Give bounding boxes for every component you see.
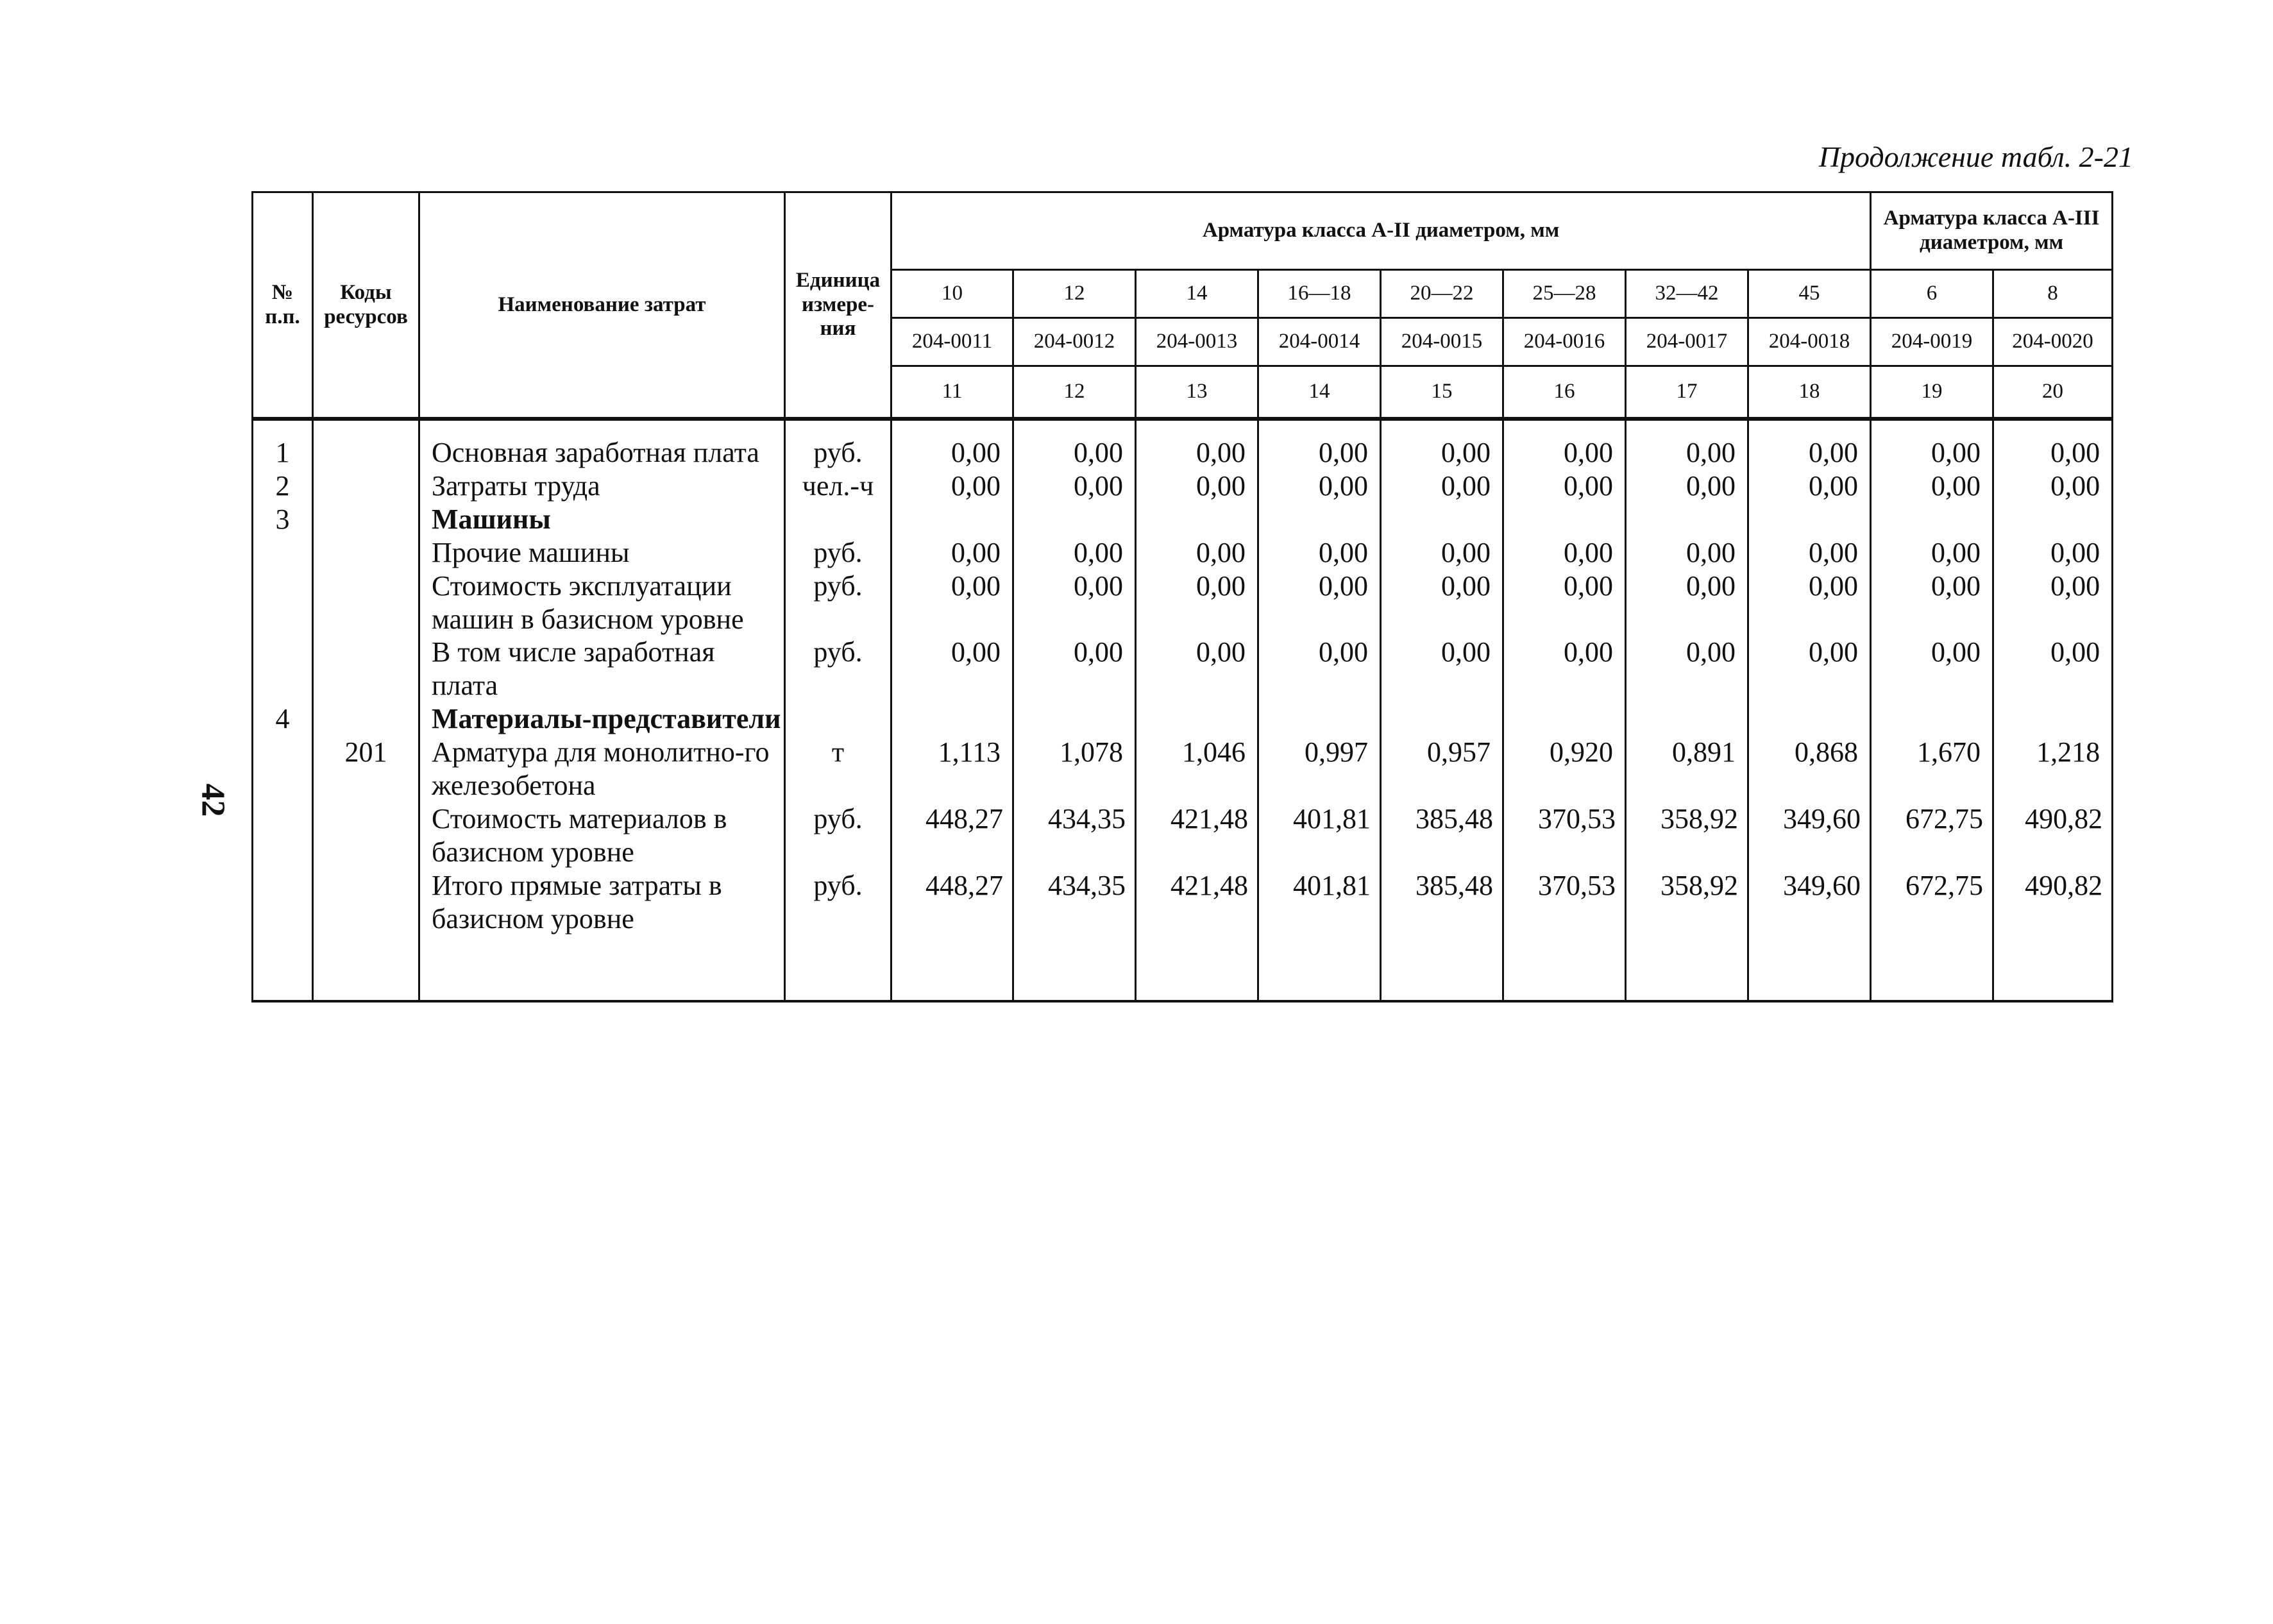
- value-cell: 0,00: [1626, 419, 1748, 469]
- header-diameter: 16—18: [1258, 270, 1381, 318]
- value-cell: 0,00: [1381, 419, 1503, 469]
- value-cell: [1503, 702, 1626, 736]
- cost-name: Итого прямые затраты в базисном уровне: [419, 869, 785, 936]
- value-cell: 0,00: [1993, 419, 2113, 469]
- value-cell: 0,00: [1871, 570, 1993, 636]
- row-number: [253, 536, 313, 570]
- value-cell: 0,868: [1748, 736, 1871, 802]
- value-cell: 0,00: [891, 469, 1013, 503]
- cost-name: Стоимость эксплуатации машин в базисном уровне: [419, 570, 785, 636]
- value-cell: [1626, 503, 1748, 536]
- value-cell: 0,00: [1013, 469, 1136, 503]
- unit: руб.: [785, 636, 891, 702]
- resource-code: [313, 702, 419, 736]
- unit: руб.: [785, 802, 891, 869]
- value-cell: [1381, 503, 1503, 536]
- value-cell: [1136, 503, 1258, 536]
- value-cell: 0,00: [891, 419, 1013, 469]
- value-cell: 0,00: [1013, 636, 1136, 702]
- value-cell: 385,48: [1381, 869, 1503, 936]
- header-column-number: 19: [1871, 366, 1993, 419]
- value-cell: 0,00: [1871, 636, 1993, 702]
- resource-code: [313, 503, 419, 536]
- value-cell: 0,00: [1258, 570, 1381, 636]
- header-resource-code: 204-0019: [1871, 318, 1993, 366]
- table-row: [253, 636, 2113, 702]
- value-cell: 370,53: [1503, 869, 1626, 936]
- row-number: [253, 636, 313, 702]
- value-cell: 448,27: [891, 802, 1013, 869]
- value-cell: 0,891: [1626, 736, 1748, 802]
- value-cell: 0,00: [1258, 636, 1381, 702]
- value-cell: 1,670: [1871, 736, 1993, 802]
- header-diameter: 12: [1013, 270, 1136, 318]
- value-cell: 0,00: [1748, 469, 1871, 503]
- row-number: [253, 570, 313, 636]
- value-cell: 0,00: [1381, 570, 1503, 636]
- header-code: Коды ресурсов: [313, 192, 419, 419]
- header-group-a3: Арматура класса А-III диаметром, мм: [1871, 192, 2113, 270]
- value-cell: 0,00: [1993, 469, 2113, 503]
- header-column-number: 16: [1503, 366, 1626, 419]
- header-diameter: 8: [1993, 270, 2113, 318]
- table-row: [253, 536, 2113, 570]
- header-resource-code: 204-0017: [1626, 318, 1748, 366]
- header-column-number: 12: [1013, 366, 1136, 419]
- value-cell: [891, 702, 1013, 736]
- value-cell: [1258, 702, 1381, 736]
- header-resource-code: 204-0014: [1258, 318, 1381, 366]
- row-number: 2: [253, 469, 313, 503]
- table-row: [253, 869, 2113, 936]
- value-cell: 0,00: [1013, 419, 1136, 469]
- header-column-number: 11: [891, 366, 1013, 419]
- row-number: [253, 736, 313, 802]
- value-cell: [1381, 702, 1503, 736]
- cost-name: Арматура для монолитно-го железобетона: [419, 736, 785, 802]
- header-diameter: 6: [1871, 270, 1993, 318]
- page-number: 42: [194, 783, 232, 817]
- value-cell: [1748, 702, 1871, 736]
- value-cell: 0,00: [1748, 570, 1871, 636]
- resource-code: [313, 419, 419, 469]
- value-cell: 0,00: [891, 570, 1013, 636]
- value-cell: 0,00: [1626, 469, 1748, 503]
- unit: [785, 503, 891, 536]
- unit: т: [785, 736, 891, 802]
- value-cell: 0,00: [1503, 636, 1626, 702]
- value-cell: [1748, 503, 1871, 536]
- value-cell: 401,81: [1258, 802, 1381, 869]
- section-title: Машины: [419, 503, 785, 536]
- cost-name: В том числе заработная плата: [419, 636, 785, 702]
- value-cell: 0,00: [1993, 536, 2113, 570]
- value-cell: 448,27: [891, 869, 1013, 936]
- header-group-a2: Арматура класса А-II диаметром, мм: [891, 192, 1871, 270]
- unit: руб.: [785, 419, 891, 469]
- value-cell: 349,60: [1748, 802, 1871, 869]
- table-row: [253, 469, 2113, 503]
- cost-table: [251, 191, 2113, 1002]
- unit: чел.-ч: [785, 469, 891, 503]
- unit: руб.: [785, 536, 891, 570]
- cost-name: Затраты труда: [419, 469, 785, 503]
- header-column-number: 20: [1993, 366, 2113, 419]
- header-resource-code: 204-0018: [1748, 318, 1871, 366]
- resource-code: [313, 636, 419, 702]
- value-cell: 358,92: [1626, 802, 1748, 869]
- value-cell: 421,48: [1136, 869, 1258, 936]
- resource-code: [313, 536, 419, 570]
- value-cell: 0,00: [1381, 536, 1503, 570]
- row-number: 1: [253, 419, 313, 469]
- value-cell: 0,00: [1503, 570, 1626, 636]
- table-header: [253, 192, 2113, 419]
- value-cell: [891, 503, 1013, 536]
- header-column-number: 14: [1258, 366, 1381, 419]
- unit: руб.: [785, 570, 891, 636]
- header-diameter: 20—22: [1381, 270, 1503, 318]
- value-cell: 370,53: [1503, 802, 1626, 869]
- value-cell: 0,00: [891, 636, 1013, 702]
- header-resource-code: 204-0016: [1503, 318, 1626, 366]
- value-cell: 349,60: [1748, 869, 1871, 936]
- row-number: 4: [253, 702, 313, 736]
- value-cell: [1993, 702, 2113, 736]
- value-cell: 0,00: [1503, 419, 1626, 469]
- header-resource-code: 204-0012: [1013, 318, 1136, 366]
- resource-code: [313, 570, 419, 636]
- value-cell: [1626, 702, 1748, 736]
- value-cell: 0,00: [1993, 570, 2113, 636]
- unit: [785, 702, 891, 736]
- value-cell: 672,75: [1871, 869, 1993, 936]
- value-cell: 0,00: [1748, 419, 1871, 469]
- header-resource-code: 204-0020: [1993, 318, 2113, 366]
- value-cell: 0,00: [1626, 536, 1748, 570]
- value-cell: 0,00: [1871, 536, 1993, 570]
- table-row: [253, 802, 2113, 869]
- value-cell: 1,046: [1136, 736, 1258, 802]
- table-row: [253, 419, 2113, 469]
- value-cell: 434,35: [1013, 869, 1136, 936]
- value-cell: 0,00: [1871, 469, 1993, 503]
- value-cell: [1258, 503, 1381, 536]
- value-cell: [1503, 503, 1626, 536]
- value-cell: 358,92: [1626, 869, 1748, 936]
- resource-code: 201: [313, 736, 419, 802]
- value-cell: [1013, 503, 1136, 536]
- value-cell: 0,997: [1258, 736, 1381, 802]
- value-cell: 1,113: [891, 736, 1013, 802]
- value-cell: 490,82: [1993, 869, 2113, 936]
- value-cell: 490,82: [1993, 802, 2113, 869]
- value-cell: 0,00: [1748, 536, 1871, 570]
- value-cell: 672,75: [1871, 802, 1993, 869]
- header-column-number: 17: [1626, 366, 1748, 419]
- spacer-row: [253, 936, 2113, 1001]
- value-cell: 0,00: [1136, 469, 1258, 503]
- header-num: № п.п.: [253, 192, 313, 419]
- value-cell: 421,48: [1136, 802, 1258, 869]
- header-diameter: 25—28: [1503, 270, 1626, 318]
- cost-name: Прочие машины: [419, 536, 785, 570]
- header-unit: Единица измере-ния: [785, 192, 891, 419]
- value-cell: 0,00: [1258, 536, 1381, 570]
- value-cell: [1871, 503, 1993, 536]
- header-diameter: 45: [1748, 270, 1871, 318]
- value-cell: 0,00: [1626, 570, 1748, 636]
- section-title: Материалы-представители: [419, 702, 785, 736]
- value-cell: 0,00: [1013, 570, 1136, 636]
- cost-name: Стоимость материалов в базисном уровне: [419, 802, 785, 869]
- table-body: [253, 419, 2113, 1001]
- header-column-number: 13: [1136, 366, 1258, 419]
- value-cell: [1871, 702, 1993, 736]
- header-column-number: 15: [1381, 366, 1503, 419]
- value-cell: 0,00: [1258, 419, 1381, 469]
- value-cell: 0,00: [1136, 636, 1258, 702]
- resource-code: [313, 869, 419, 936]
- value-cell: 0,00: [1013, 536, 1136, 570]
- header-diameter: 14: [1136, 270, 1258, 318]
- row-number: [253, 869, 313, 936]
- value-cell: 0,00: [1136, 536, 1258, 570]
- table-row: [253, 503, 2113, 536]
- value-cell: 385,48: [1381, 802, 1503, 869]
- value-cell: 0,00: [891, 536, 1013, 570]
- value-cell: [1993, 503, 2113, 536]
- header-resource-code: 204-0013: [1136, 318, 1258, 366]
- table-caption: Продолжение табл. 2-21: [1818, 140, 2133, 173]
- value-cell: 0,00: [1258, 469, 1381, 503]
- value-cell: [1013, 702, 1136, 736]
- value-cell: 0,00: [1626, 636, 1748, 702]
- value-cell: 0,00: [1503, 536, 1626, 570]
- value-cell: 1,078: [1013, 736, 1136, 802]
- header-resource-code: 204-0011: [891, 318, 1013, 366]
- unit: руб.: [785, 869, 891, 936]
- value-cell: 0,00: [1381, 469, 1503, 503]
- header-diameter: 10: [891, 270, 1013, 318]
- header-name: Наименование затрат: [419, 192, 785, 419]
- value-cell: 401,81: [1258, 869, 1381, 936]
- header-diameter: 32—42: [1626, 270, 1748, 318]
- value-cell: 1,218: [1993, 736, 2113, 802]
- table-row: [253, 702, 2113, 736]
- value-cell: 0,957: [1381, 736, 1503, 802]
- value-cell: 0,00: [1136, 570, 1258, 636]
- value-cell: 0,00: [1993, 636, 2113, 702]
- row-number: 3: [253, 503, 313, 536]
- resource-code: [313, 802, 419, 869]
- table-row: [253, 736, 2113, 802]
- value-cell: 0,00: [1748, 636, 1871, 702]
- cost-name: Основная заработная плата: [419, 419, 785, 469]
- resource-code: [313, 469, 419, 503]
- table-row: [253, 570, 2113, 636]
- header-column-number: 18: [1748, 366, 1871, 419]
- header-resource-code: 204-0015: [1381, 318, 1503, 366]
- value-cell: 0,00: [1503, 469, 1626, 503]
- value-cell: 0,00: [1381, 636, 1503, 702]
- value-cell: 0,00: [1136, 419, 1258, 469]
- value-cell: 0,00: [1871, 419, 1993, 469]
- value-cell: 0,920: [1503, 736, 1626, 802]
- value-cell: 434,35: [1013, 802, 1136, 869]
- value-cell: [1136, 702, 1258, 736]
- row-number: [253, 802, 313, 869]
